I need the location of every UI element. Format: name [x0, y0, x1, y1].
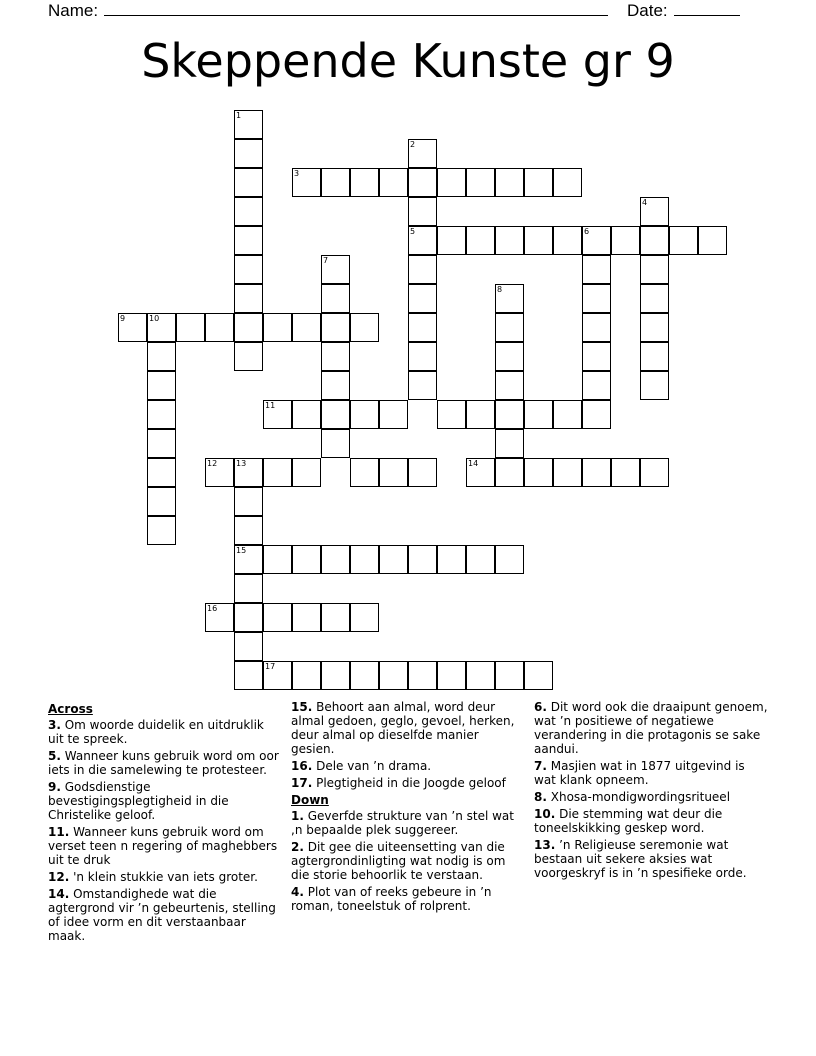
grid-cell[interactable] — [321, 661, 350, 690]
clue-number-label: 11. — [48, 825, 70, 839]
grid-cell[interactable] — [408, 342, 437, 371]
grid-cell[interactable] — [495, 458, 524, 487]
across-clues-list — [48, 718, 280, 943]
clue-text: Dit gee die uiteensetting van die agtergrondinligting wat nodig is om die storie behoorlik te verstaan. — [291, 840, 506, 882]
grid-cell[interactable] — [611, 226, 640, 255]
grid-cell[interactable] — [205, 313, 234, 342]
grid-cell[interactable] — [234, 255, 263, 284]
grid-cell[interactable] — [234, 168, 263, 197]
grid-cell[interactable] — [582, 458, 611, 487]
grid-cell[interactable] — [524, 168, 553, 197]
grid-cell[interactable] — [379, 168, 408, 197]
clue-text: Om woorde duidelik en uitdruklik uit te spreek. — [48, 718, 264, 746]
grid-cell[interactable] — [495, 371, 524, 400]
grid-cell[interactable] — [234, 661, 263, 690]
grid-cell[interactable] — [147, 371, 176, 400]
clue-text: Masjien wat in 1877 uitgevind is wat klank opneem. — [534, 759, 745, 787]
grid-cell[interactable] — [640, 313, 669, 342]
grid-cell[interactable] — [582, 255, 611, 284]
grid-cell[interactable] — [582, 371, 611, 400]
grid-cell[interactable] — [495, 545, 524, 574]
clue-number-label: 13. — [534, 838, 556, 852]
grid-cell[interactable] — [640, 255, 669, 284]
clue-number-label: 16. — [291, 759, 313, 773]
clue-column-2 — [291, 700, 525, 916]
clue-item — [48, 749, 280, 777]
grid-cell[interactable] — [553, 168, 582, 197]
grid-cell[interactable] — [408, 197, 437, 226]
grid-cell[interactable] — [147, 342, 176, 371]
grid-cell[interactable] — [408, 458, 437, 487]
clue-column-3 — [534, 700, 768, 883]
grid-cell[interactable] — [698, 226, 727, 255]
grid-cell[interactable] — [582, 342, 611, 371]
clue-text: Behoort aan almal, word deur almal gedoen, geglo, gevoel, herken, deur almal op dieselfde manier gesien. — [291, 700, 515, 756]
clue-number-label: 17. — [291, 776, 313, 790]
clue-text: Xhosa-mondigwordingsritueel — [546, 790, 731, 804]
clue-item — [291, 840, 525, 882]
grid-cell[interactable] — [495, 284, 524, 313]
grid-cell[interactable] — [234, 197, 263, 226]
clue-item — [291, 776, 525, 790]
clue-number-label: 1. — [291, 809, 304, 823]
grid-cell[interactable] — [350, 661, 379, 690]
grid-cell[interactable] — [118, 313, 147, 342]
clue-item — [291, 809, 525, 837]
grid-cell[interactable] — [321, 545, 350, 574]
clue-text: 'n klein stukkie van iets groter. — [69, 870, 258, 884]
grid-cell[interactable] — [640, 197, 669, 226]
grid-cell[interactable] — [669, 226, 698, 255]
grid-cell[interactable] — [495, 342, 524, 371]
clue-text: Omstandighede wat die agtergrond vir ’n gebeurtenis, stelling of idee vorm en dit verstaanbaar maak. — [48, 887, 276, 943]
clue-text: Wanneer kuns gebruik word om oor iets in die samelewing te protesteer. — [48, 749, 279, 777]
clue-item — [48, 780, 280, 822]
grid-cell[interactable] — [437, 168, 466, 197]
grid-cell[interactable] — [379, 545, 408, 574]
clue-number-label: 4. — [291, 885, 304, 899]
down-heading: Down — [291, 793, 329, 807]
grid-cell[interactable] — [321, 429, 350, 458]
grid-cell[interactable] — [495, 313, 524, 342]
clue-item — [291, 759, 525, 773]
clue-number: 15 — [236, 546, 247, 555]
grid-cell[interactable] — [408, 313, 437, 342]
clue-number: 17 — [265, 662, 276, 671]
grid-cell[interactable] — [147, 458, 176, 487]
clue-text: Wanneer kuns gebruik word om verset teen n regering of maghebbers uit te druk — [48, 825, 278, 867]
clue-text: Geverfde strukture van ’n stel wat ,n bepaalde plek suggereer. — [291, 809, 514, 837]
grid-cell[interactable] — [321, 603, 350, 632]
clue-text: Godsdienstige bevestigingsplegtigheid in die Christelike geloof. — [48, 780, 229, 822]
grid-cell[interactable] — [553, 226, 582, 255]
clue-text: Die stemming wat deur die toneelskikking geskep word. — [534, 807, 723, 835]
grid-cell[interactable] — [408, 139, 437, 168]
grid-cell[interactable] — [611, 458, 640, 487]
grid-cell[interactable] — [321, 313, 350, 342]
grid-cell[interactable] — [234, 458, 263, 487]
clue-number: 3 — [294, 169, 300, 178]
grid-cell[interactable] — [524, 458, 553, 487]
clue-number-label: 6. — [534, 700, 547, 714]
clue-number: 13 — [236, 459, 247, 468]
grid-cell[interactable] — [553, 458, 582, 487]
clue-item — [291, 700, 525, 756]
grid-cell[interactable] — [205, 458, 234, 487]
clue-number: 4 — [642, 198, 648, 207]
grid-cell[interactable] — [292, 458, 321, 487]
grid-cell[interactable] — [263, 400, 292, 429]
clue-item — [48, 870, 280, 884]
clue-item — [48, 887, 280, 943]
clue-number-label: 5. — [48, 749, 61, 763]
down-clues-list — [291, 809, 525, 913]
clue-column-1 — [48, 700, 280, 946]
clue-number: 12 — [207, 459, 218, 468]
clue-number-label: 3. — [48, 718, 61, 732]
grid-cell[interactable] — [640, 284, 669, 313]
grid-cell[interactable] — [408, 168, 437, 197]
page-title: Skeppende Kunste gr 9 — [141, 34, 675, 88]
grid-cell[interactable] — [495, 429, 524, 458]
grid-cell[interactable] — [408, 371, 437, 400]
grid-cell[interactable] — [466, 458, 495, 487]
grid-cell[interactable] — [524, 400, 553, 429]
grid-cell[interactable] — [234, 313, 263, 342]
clue-text: Plot van of reeks gebeure in ’n roman, toneelstuk of rolprent. — [291, 885, 492, 913]
grid-cell[interactable] — [640, 226, 669, 255]
grid-cell[interactable] — [408, 226, 437, 255]
clue-number-label: 15. — [291, 700, 313, 714]
grid-cell[interactable] — [263, 458, 292, 487]
grid-cell[interactable] — [379, 458, 408, 487]
clue-item — [291, 885, 525, 913]
grid-cell[interactable] — [292, 400, 321, 429]
grid-cell[interactable] — [379, 400, 408, 429]
grid-cell[interactable] — [640, 458, 669, 487]
clue-number-label: 14. — [48, 887, 70, 901]
clue-number: 1 — [236, 111, 242, 120]
grid-cell[interactable] — [582, 226, 611, 255]
grid-cell[interactable] — [466, 168, 495, 197]
grid-cell[interactable] — [437, 400, 466, 429]
clue-number: 5 — [410, 227, 416, 236]
clue-item — [534, 700, 768, 756]
clue-item — [48, 825, 280, 867]
clue-number: 2 — [410, 140, 416, 149]
grid-cell[interactable] — [321, 284, 350, 313]
clue-text: Dit word ook die draaipunt genoem, wat ’n positiewe of negatiewe verandering in die protagonis se sake aandui. — [534, 700, 768, 756]
clue-number: 14 — [468, 459, 479, 468]
grid-cell[interactable] — [292, 313, 321, 342]
clue-text: Dele van ’n drama. — [312, 759, 432, 773]
grid-cell[interactable] — [640, 342, 669, 371]
grid-cell[interactable] — [466, 661, 495, 690]
grid-cell[interactable] — [234, 139, 263, 168]
grid-cell[interactable] — [582, 284, 611, 313]
grid-cell[interactable] — [234, 284, 263, 313]
grid-cell[interactable] — [147, 429, 176, 458]
grid-cell[interactable] — [408, 545, 437, 574]
grid-cell[interactable] — [408, 255, 437, 284]
grid-cell[interactable] — [263, 661, 292, 690]
grid-cell[interactable] — [582, 313, 611, 342]
grid-cell[interactable] — [640, 371, 669, 400]
grid-cell[interactable] — [234, 545, 263, 574]
grid-cell[interactable] — [495, 400, 524, 429]
grid-cell[interactable] — [350, 400, 379, 429]
grid-cell[interactable] — [263, 545, 292, 574]
grid-cell[interactable] — [292, 603, 321, 632]
clue-number-label: 8. — [534, 790, 547, 804]
clue-number-label: 9. — [48, 780, 61, 794]
grid-cell[interactable] — [234, 603, 263, 632]
grid-cell[interactable] — [408, 284, 437, 313]
name-label: Name: — [48, 1, 99, 20]
grid-cell[interactable] — [176, 313, 205, 342]
grid-cell[interactable] — [205, 603, 234, 632]
grid-cell[interactable] — [524, 226, 553, 255]
clue-item — [534, 838, 768, 880]
clue-number: 6 — [584, 227, 590, 236]
grid-cell[interactable] — [234, 574, 263, 603]
grid-cell[interactable] — [350, 458, 379, 487]
grid-cell[interactable] — [234, 487, 263, 516]
grid-cell[interactable] — [582, 400, 611, 429]
grid-cell[interactable] — [350, 545, 379, 574]
clue-item — [534, 759, 768, 787]
grid-cell[interactable] — [321, 400, 350, 429]
grid-cell[interactable] — [147, 313, 176, 342]
grid-cell[interactable] — [379, 661, 408, 690]
grid-cell[interactable] — [234, 516, 263, 545]
grid-cell[interactable] — [234, 342, 263, 371]
grid-cell[interactable] — [321, 168, 350, 197]
grid-cell[interactable] — [234, 226, 263, 255]
clue-number: 7 — [323, 256, 329, 265]
grid-cell[interactable] — [292, 661, 321, 690]
clue-number: 9 — [120, 314, 126, 323]
clue-number-label: 2. — [291, 840, 304, 854]
grid-cell[interactable] — [350, 313, 379, 342]
clue-number-label: 12. — [48, 870, 70, 884]
grid-cell[interactable] — [466, 226, 495, 255]
clue-number: 11 — [265, 401, 276, 410]
clue-number-label: 7. — [534, 759, 547, 773]
across-heading: Across — [48, 702, 93, 716]
grid-cell[interactable] — [495, 661, 524, 690]
clue-number-label: 10. — [534, 807, 556, 821]
grid-cell[interactable] — [350, 603, 379, 632]
grid-cell[interactable] — [350, 168, 379, 197]
grid-cell[interactable] — [147, 487, 176, 516]
clue-item — [48, 718, 280, 746]
grid-cell[interactable] — [292, 545, 321, 574]
grid-cell[interactable] — [437, 545, 466, 574]
clue-item — [534, 790, 768, 804]
grid-cell[interactable] — [234, 110, 263, 139]
grid-cell[interactable] — [321, 371, 350, 400]
grid-cell[interactable] — [437, 661, 466, 690]
grid-cell[interactable] — [147, 400, 176, 429]
grid-cell[interactable] — [321, 342, 350, 371]
clue-text: Plegtigheid in die Joogde geloof — [312, 776, 506, 790]
grid-cell[interactable] — [524, 661, 553, 690]
grid-cell[interactable] — [263, 603, 292, 632]
grid-cell[interactable] — [263, 313, 292, 342]
grid-cell[interactable] — [147, 516, 176, 545]
clue-number: 8 — [497, 285, 503, 294]
down-clues-list-continued — [534, 700, 768, 880]
grid-cell[interactable] — [553, 400, 582, 429]
clue-number: 16 — [207, 604, 218, 613]
date-label: Date: — [627, 1, 668, 20]
clue-item — [534, 807, 768, 835]
grid-cell[interactable] — [437, 226, 466, 255]
clue-text: ’n Religieuse seremonie wat bestaan uit sekere aksies wat voorgeskryf is in ’n spesifieke orde. — [534, 838, 747, 880]
grid-cell[interactable] — [495, 226, 524, 255]
across-clues-list-continued — [291, 700, 525, 790]
grid-cell[interactable] — [495, 168, 524, 197]
clue-number: 10 — [149, 314, 160, 323]
grid-cell[interactable] — [321, 255, 350, 284]
grid-cell[interactable] — [408, 661, 437, 690]
grid-cell[interactable] — [292, 168, 321, 197]
grid-cell[interactable] — [234, 632, 263, 661]
grid-cell[interactable] — [466, 545, 495, 574]
grid-cell[interactable] — [466, 400, 495, 429]
